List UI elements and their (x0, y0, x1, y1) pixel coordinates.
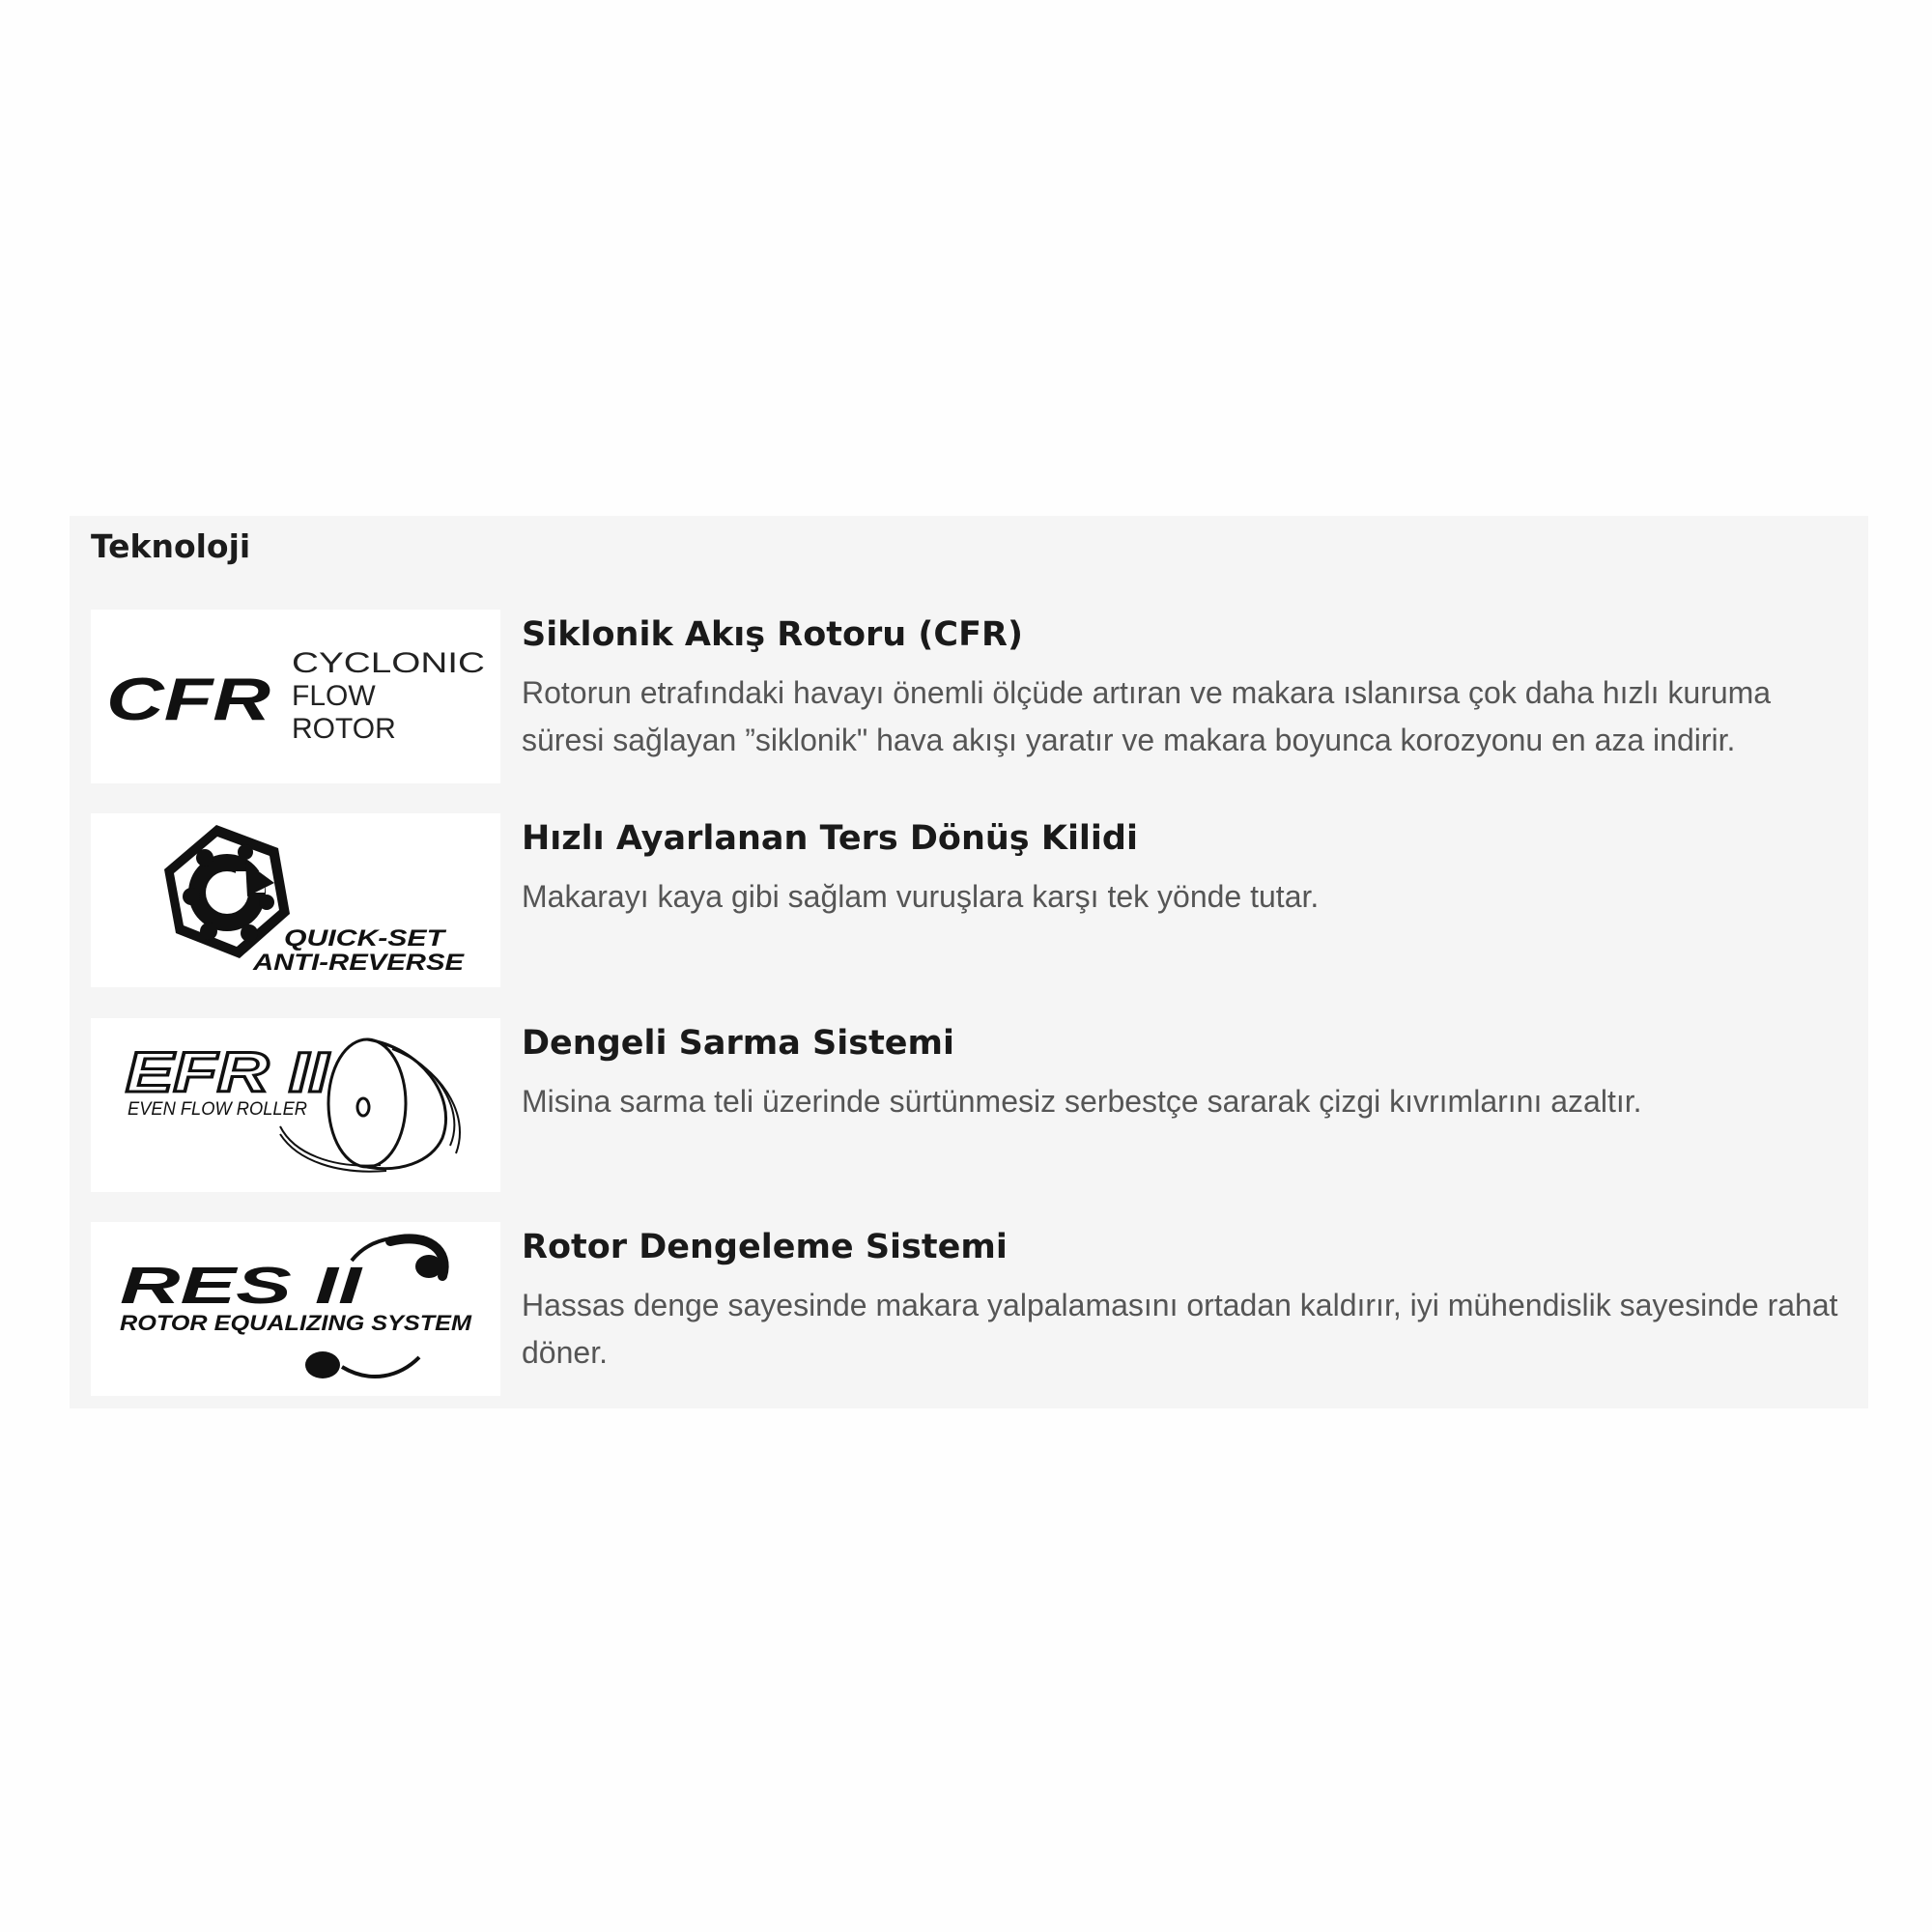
quick-set-anti-reverse-logo-icon (91, 813, 500, 987)
anti-reverse-logo-line-2: ANTI-REVERSE (251, 950, 466, 976)
feature-description: Hassas denge sayesinde makara yalpalamasını ortadan kaldırır, iyi mühendislik sayesinde rahat döner. (522, 1288, 1838, 1370)
feature-title: Siklonik Akış Rotoru (CFR) (522, 615, 1023, 654)
feature-text (522, 610, 1859, 764)
efr-ii-logo-icon (91, 1018, 500, 1192)
res-ii-logo-icon (91, 1222, 500, 1396)
cfr-logo-line-2: FLOW (292, 680, 376, 712)
efr-logo-main-text: EFR II (126, 1041, 331, 1104)
feature-item-efr (91, 1018, 1859, 1192)
res-logo-main-text: RES II (120, 1257, 363, 1315)
feature-description: Rotorun etrafındaki havayı önemli ölçüde artıran ve makara ıslanırsa çok daha hızlı kuruma süresi sağlayan ”siklonik" hava akışı yaratır ve makara boyunca korozyonu en aza indirir. (522, 675, 1772, 757)
cfr-logo-line-3: ROTOR (292, 713, 396, 745)
feature-description: Makarayı kaya gibi sağlam vuruşlara karşı tek yönde tutar. (522, 879, 1320, 914)
anti-reverse-logo-line-1: QUICK-SET (284, 925, 447, 952)
feature-title: Dengeli Sarma Sistemi (522, 1024, 955, 1063)
res-logo-line-1: ROTOR EQUALIZING SYSTEM (120, 1311, 472, 1335)
feature-title: Hızlı Ayarlanan Ters Dönüş Kilidi (522, 819, 1138, 858)
feature-title: Rotor Dengeleme Sistemi (522, 1228, 1008, 1266)
feature-text (522, 1222, 1859, 1377)
cfr-logo-icon (91, 610, 500, 783)
cfr-logo-main-text: CFR (106, 667, 271, 733)
feature-item-res (91, 1222, 1859, 1396)
feature-text (522, 813, 1859, 921)
feature-text (522, 1018, 1859, 1125)
efr-logo-line-1: EVEN FLOW ROLLER (128, 1099, 308, 1120)
feature-item-anti-reverse (91, 813, 1859, 987)
cfr-logo-line-1: CYCLONIC (292, 647, 485, 679)
technology-panel (70, 516, 1868, 1408)
feature-item-cfr (91, 610, 1859, 783)
feature-description: Misina sarma teli üzerinde sürtünmesiz serbestçe sararak çizgi kıvrımlarını azaltır. (522, 1084, 1642, 1119)
section-title: Teknoloji (91, 527, 251, 565)
